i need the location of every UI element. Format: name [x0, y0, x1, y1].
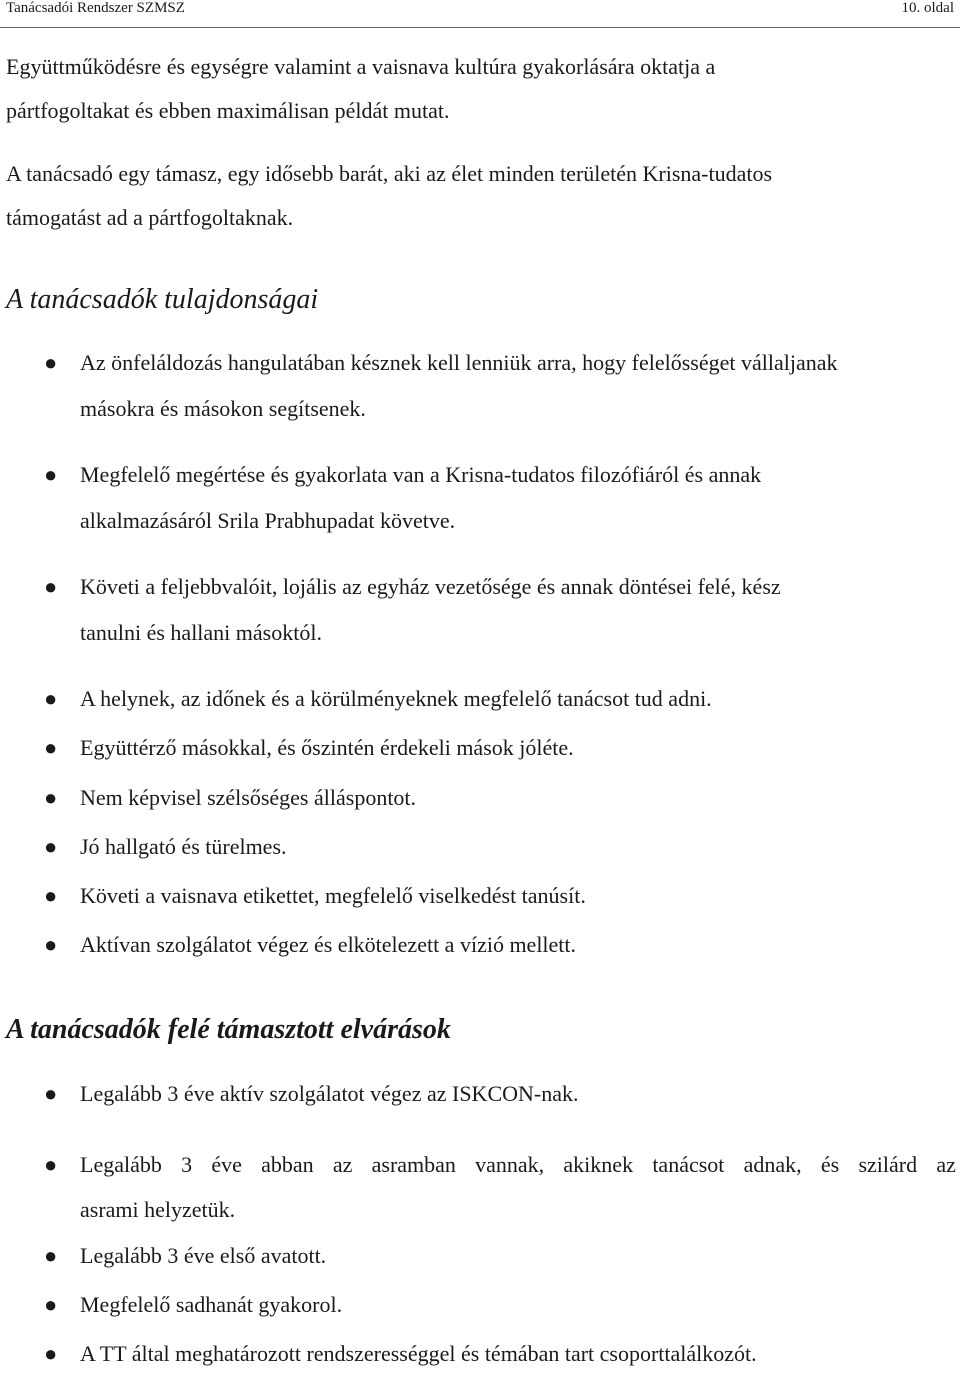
justified-word: az: [936, 1152, 956, 1177]
list-item-text: Nem képvisel szélsőséges álláspontot.: [80, 785, 417, 810]
list-item-text: Legalább 3 éve első avatott.: [80, 1243, 327, 1268]
justified-word: abban: [261, 1152, 314, 1177]
list-item-text: alkalmazásáról Srila Prabhupadat követve.: [80, 508, 456, 533]
bullet-icon: ●: [44, 574, 58, 599]
paragraph-line: A tanácsadó egy támasz, egy idősebb barát, aki az élet minden területén Krisna-tudatos: [6, 161, 773, 186]
section-heading-expectations: A tanácsadók felé támasztott elvárások: [6, 1014, 451, 1045]
bullet-icon: ●: [44, 1341, 58, 1366]
paragraph-line: támogatást ad a pártfogoltaknak.: [6, 205, 294, 230]
section-heading-qualities: A tanácsadók tulajdonságai: [6, 284, 319, 315]
list-item-text: A helynek, az időnek és a körülményeknek megfelelő tanácsot tud adni.: [80, 686, 712, 711]
bullet-icon: ●: [44, 1292, 58, 1317]
justified-word: akiknek: [563, 1152, 634, 1177]
list-item-text: Megfelelő sadhanát gyakorol.: [80, 1292, 343, 1317]
paragraph-line: Együttműködésre és egységre valamint a vaisnava kultúra gyakorlására oktatja a: [6, 54, 716, 79]
bullet-icon: ●: [44, 834, 58, 859]
list-item-text: Aktívan szolgálatot végez és elkötelezett a vízió mellett.: [80, 932, 577, 957]
bullet-icon: ●: [44, 462, 58, 487]
bullet-icon: ●: [44, 1152, 58, 1177]
bullet-icon: ●: [44, 785, 58, 810]
list-item-text: tanulni és hallani másoktól.: [80, 620, 322, 645]
page-number: 10. oldal: [901, 0, 954, 16]
list-item-text: Követi a vaisnava etikettet, megfelelő viselkedést tanúsít.: [80, 883, 586, 908]
bullet-icon: ●: [44, 883, 58, 908]
list-item-text: Legalább 3 éve aktív szolgálatot végez az ISKCON-nak.: [80, 1081, 579, 1106]
justified-word: éve: [211, 1152, 242, 1177]
justified-word: 3: [181, 1152, 193, 1177]
list-item-text: Az önfeláldozás hangulatában késznek kell lenniük arra, hogy felelősséget vállaljanak: [80, 350, 838, 375]
bullet-icon: ●: [44, 735, 58, 760]
justified-word: Legalább: [80, 1152, 162, 1177]
list-item-text: Megfelelő megértése és gyakorlata van a Krisna-tudatos filozófiáról és annak: [80, 462, 762, 487]
justified-word: asramban: [371, 1152, 456, 1177]
list-item-text-justified: [80, 1152, 956, 1178]
justified-word: vannak,: [475, 1152, 545, 1177]
list-item-text: Jó hallgató és türelmes.: [80, 834, 287, 859]
bullet-icon: ●: [44, 1243, 58, 1268]
bullet-icon: ●: [44, 350, 58, 375]
list-item-text: asrami helyzetük.: [80, 1197, 236, 1222]
list-item-text: másokra és másokon segítsenek.: [80, 396, 366, 421]
bullet-icon: ●: [44, 932, 58, 957]
justified-word: és: [820, 1152, 840, 1177]
paragraph-line: pártfogoltakat és ebben maximálisan példát mutat.: [6, 98, 450, 123]
list-item-text: Követi a feljebbvalóit, lojális az egyház vezetősége és annak döntései felé, kész: [80, 574, 781, 599]
bullet-icon: ●: [44, 1081, 58, 1106]
justified-word: tanácsot: [652, 1152, 725, 1177]
bullet-icon: ●: [44, 686, 58, 711]
justified-word: az: [332, 1152, 353, 1177]
list-item-text: A TT által meghatározott rendszerességgel és témában tart csoporttalálkozót.: [80, 1341, 757, 1366]
header-divider: [0, 27, 960, 28]
list-item-text: Együttérző másokkal, és őszintén érdekeli mások jóléte.: [80, 735, 574, 760]
header-title: Tanácsadói Rendszer SZMSZ: [6, 0, 185, 16]
justified-word: adnak,: [743, 1152, 802, 1177]
justified-word: szilárd: [858, 1152, 918, 1177]
